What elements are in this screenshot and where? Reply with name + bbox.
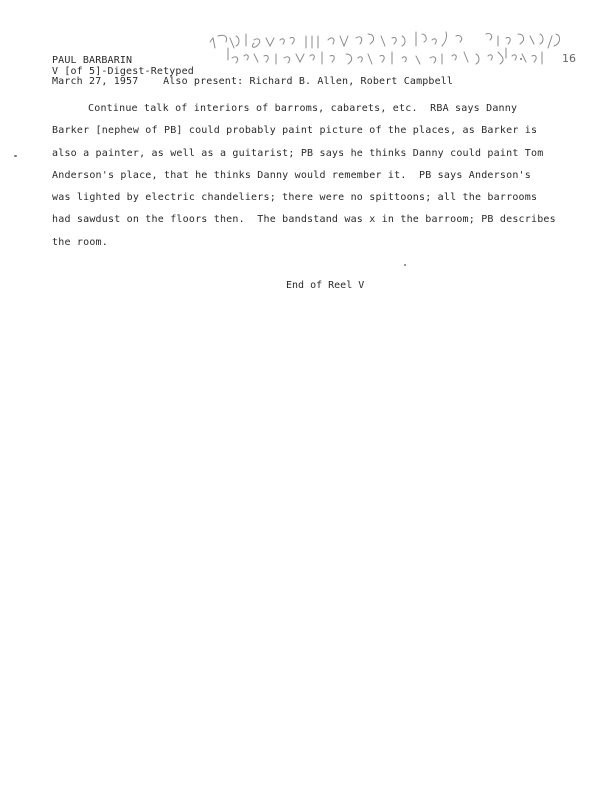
page-number: 16	[562, 52, 576, 65]
body-line-5: was lighted by electric chandeliers; there were no spittoons; all the barrooms	[52, 192, 538, 204]
body-line-3: also a painter, as well as a guitarist; PB says he thinks Danny could paint Tom	[52, 147, 544, 159]
handwritten-annotation	[206, 30, 581, 80]
scan-speck	[404, 264, 406, 266]
body-line-4: Anderson's place, that he thinks Danny would remember it. PB says Anderson's	[52, 169, 531, 181]
document-body	[52, 98, 556, 254]
body-line-2: Barker [nephew of PB] could probably paint picture of the places, as Barker is	[52, 125, 538, 137]
body-line-1: Continue talk of interiors of barroms, cabarets, etc. RBA says Danny	[88, 103, 518, 114]
end-of-reel: End of Reel V	[286, 280, 365, 291]
reel-label: V [of 5]-Digest-Retyped	[52, 65, 194, 77]
interview-date: March 27, 1957	[52, 76, 139, 87]
body-line-6: had sawdust on the floors then. The bandstand was x in the barroom; PB describes	[52, 214, 556, 226]
body-line-7: the room.	[52, 236, 108, 248]
scan-speck	[520, 58, 522, 60]
scan-speck	[14, 155, 17, 157]
also-present: Also present: Richard B. Allen, Robert Campbell	[163, 76, 454, 87]
interviewee-name: PAUL BARBARIN	[52, 55, 133, 66]
